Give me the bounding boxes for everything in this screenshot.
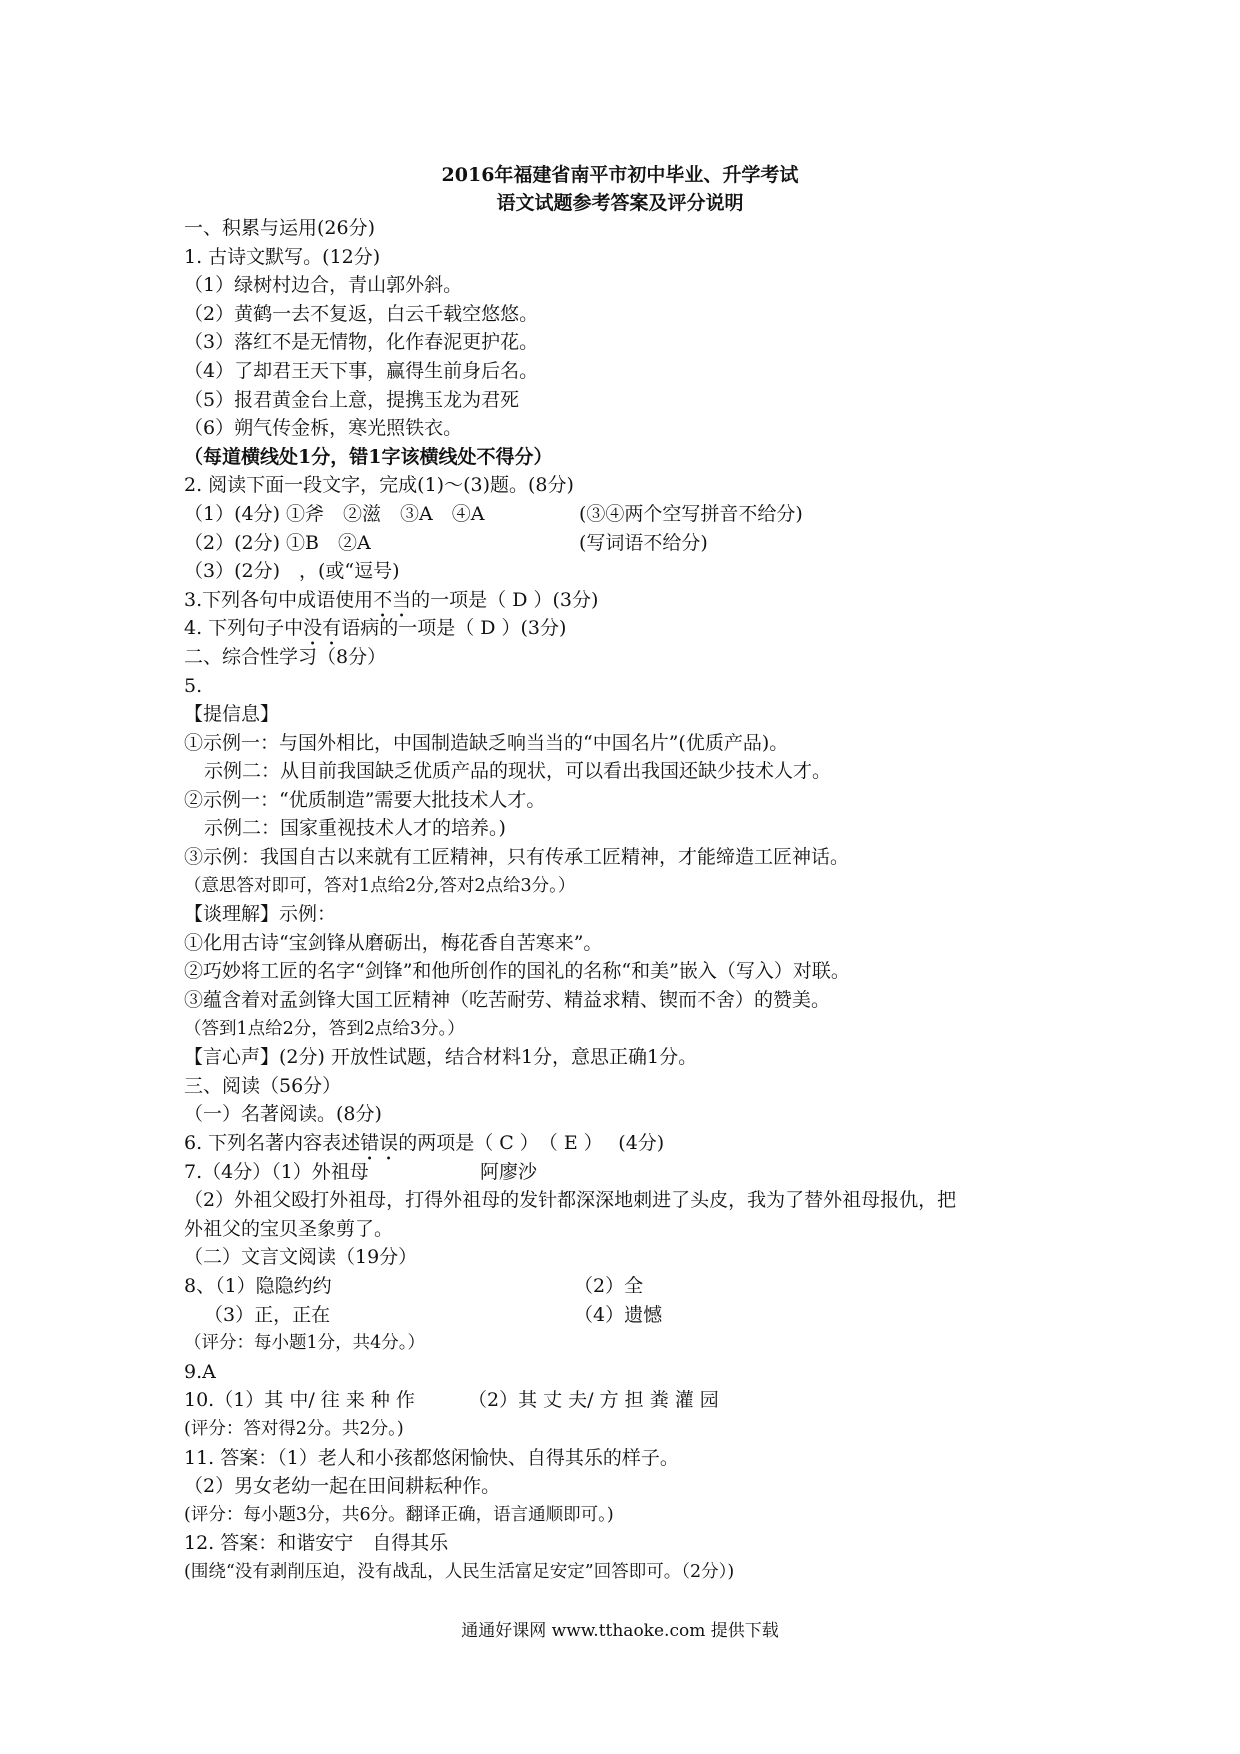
q2-answer: （1）(4分) ①斧 ②滋 ③A ④A [184, 502, 485, 525]
answer-line: ①示例一：与国外相比，中国制造缺乏响当当的“中国名片”(优质产品)。 [184, 731, 789, 754]
q10-row [184, 1386, 1084, 1415]
q2-row [184, 500, 1084, 529]
answer-line: 示例二：从目前我国缺乏优质产品的现状，可以看出我国还缺少技术人才。 [204, 760, 832, 783]
q3-text: 3.下列各句中成语使用 [184, 588, 374, 611]
scoring-note: （评分：每小题1分，共4分。） [184, 1333, 426, 1354]
q3-text: 的一项是（ D ）(3分) [411, 588, 599, 611]
q4-answer [184, 614, 1084, 643]
scoring-note: （意思答对即可，答对1点给2分,答对2点给3分。） [184, 875, 576, 896]
answer-line: （5）报君黄金台上意，提携玉龙为君死 [184, 388, 520, 411]
section-heading: 二、综合性学习（8分） [184, 645, 387, 668]
scoring-note: （答到1点给2分，答到2点给3分。） [184, 1018, 465, 1039]
q10-answer: （2）其 丈 夫/ 方 担 粪 灌 园 [468, 1389, 719, 1412]
q12-answer: 12. 答案：和谐安宁 自得其乐 [184, 1532, 449, 1555]
page-subtitle: 语文试题参考答案及评分说明 [496, 192, 744, 214]
answer-line: ①化用古诗“宝剑锋从磨砺出，梅花香自苦寒来”。 [184, 931, 603, 954]
q10-answer: 10.（1）其 中/ 往 来 种 作 [184, 1389, 415, 1412]
q7-line: （2）外祖父殴打外祖母，打得外祖母的发针都深深地刺进了头皮，我为了替外祖母报仇，把 [184, 1189, 957, 1212]
sub-heading: （二）文言文阅读（19分） [184, 1246, 418, 1269]
question-heading: 2. 阅读下面一段文字，完成(1)～(3)题。(8分) [184, 474, 574, 497]
answer-line: （1）绿树村边合，青山郭外斜。 [184, 274, 463, 297]
answer-line: （2）黄鹤一去不复返，白云千载空悠悠。 [184, 302, 539, 325]
page-footer: 通通好课网 www.tthaoke.com 提供下载 [461, 1621, 779, 1641]
q2-answer: （3）(2分) ，(或“逗号) [184, 560, 400, 583]
answer-line: ②巧妙将工匠的名字“剑锋”和他所创作的国礼的名称“和美”嵌入（写入）对联。 [184, 960, 850, 983]
answer-line: 【言心声】(2分) 开放性试题，结合材料1分，意思正确1分。 [184, 1046, 698, 1069]
q2-note: (③④两个空写拼音不给分) [579, 502, 803, 525]
answer-line: （4）了却君王天下事，赢得生前身后名。 [184, 359, 539, 382]
scoring-note: (围绕“没有剥削压迫，没有战乱，人民生活富足安定”回答即可。（2分）) [184, 1561, 735, 1582]
sub-heading: （一）名著阅读。(8分) [184, 1103, 382, 1126]
q7-text: 7.（4分）（1）外祖母 [184, 1160, 369, 1183]
scoring-note: (评分：每小题3分，共6分。翻译正确，语言通顺即可。) [184, 1504, 614, 1525]
page-title: 2016年福建省南平市初中毕业、升学考试 [441, 164, 799, 186]
q3-answer [184, 586, 1084, 615]
q4-emphasis: 没有 [303, 617, 342, 640]
q11-answer: （2）男女老幼一起在田间耕耘种作。 [184, 1475, 501, 1498]
scoring-note: (评分：答对得2分。共2分。) [184, 1418, 404, 1439]
q8-answer: （2）全 [574, 1274, 644, 1297]
q2-answer: （2）(2分) ①B ②A [184, 531, 371, 554]
question-heading: 1. 古诗文默写。(12分) [184, 245, 381, 268]
answer-line: 示例二：国家重视技术人才的培养。) [204, 817, 506, 840]
q7-answer [184, 1158, 1084, 1187]
q6-text: 的两项是（ C ） （ E ） (4分) [398, 1132, 665, 1154]
q9-answer: 9.A [184, 1360, 216, 1383]
q8-answer: （3）正，正在 [204, 1303, 331, 1326]
q7-line: 外祖父的宝贝圣象剪了。 [184, 1217, 394, 1240]
scoring-note: （每道横线处1分，错1字该横线处不得分） [184, 445, 553, 468]
q4-text: 4. 下列句子中 [184, 617, 304, 640]
answer-line: ②示例一：“优质制造”需要大批技术人才。 [184, 788, 546, 811]
q2-row [184, 529, 1084, 558]
q8-answer: （4）遗憾 [574, 1303, 663, 1326]
question-heading: 5. [184, 674, 203, 697]
answer-line: （3）落红不是无情物，化作春泥更护花。 [184, 331, 539, 354]
answer-line: （6）朔气传金柝，寒光照铁衣。 [184, 417, 463, 440]
q4-text: 语病的一项是（ D ）(3分) [341, 617, 567, 640]
q8-answer: 8、（1）隐隐约约 [184, 1274, 332, 1297]
q8-row [184, 1301, 1084, 1330]
q3-emphasis: 不当 [373, 588, 412, 611]
answer-line: ③蕴含着对孟剑锋大国工匠精神（吃苦耐劳、精益求精、锲而不舍）的赞美。 [184, 989, 831, 1012]
answer-content [184, 214, 1084, 1587]
answer-line: ③示例：我国自古以来就有工匠精神，只有传承工匠精神，才能缔造工匠神话。 [184, 846, 850, 869]
q8-row [184, 1272, 1084, 1301]
section-heading: 一、积累与运用(26分) [184, 217, 376, 239]
q6-emphasis: 错误 [360, 1132, 399, 1154]
q2-note: (写词语不给分) [579, 531, 708, 554]
q6-text: 6. 下列名著内容表述 [184, 1132, 361, 1154]
q7-answer2: 阿廖沙 [480, 1160, 538, 1183]
sub-heading: 【提信息】 [184, 703, 280, 726]
q11-answer: 11. 答案：（1）老人和小孩都悠闲愉快、自得其乐的样子。 [184, 1446, 679, 1469]
sub-heading: 【谈理解】示例： [184, 903, 337, 926]
section-heading: 三、阅读（56分） [184, 1074, 342, 1097]
q6-answer [184, 1129, 1084, 1158]
